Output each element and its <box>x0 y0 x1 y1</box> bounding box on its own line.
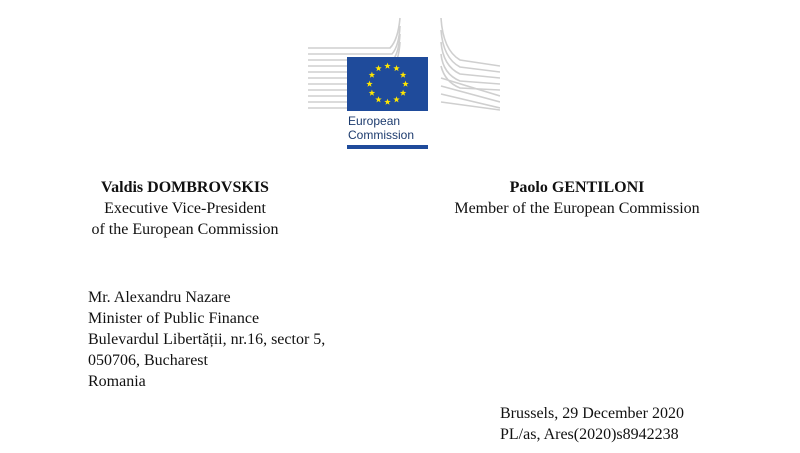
recipient-address <box>88 287 325 392</box>
date-reference-block <box>500 403 684 445</box>
recipient-line: 050706, Bucharest <box>88 352 208 369</box>
logo-text-european: European <box>348 114 401 128</box>
sender-left <box>85 177 285 240</box>
logo-bar <box>347 145 428 149</box>
sender-right-title: Member of the European Commission <box>454 200 700 217</box>
sender-left-title: Executive Vice-President <box>104 200 266 217</box>
sender-right-name: Paolo GENTILONI <box>509 179 645 196</box>
recipient-line: Mr. Alexandru Nazare <box>88 289 231 306</box>
sender-right <box>427 177 727 219</box>
recipient-line: Bulevardul Libertății, nr.16, sector 5, <box>88 331 326 348</box>
recipient-line: Minister of Public Finance <box>88 310 260 327</box>
sender-left-name: Valdis DOMBROVSKIS <box>101 179 269 196</box>
place-date: Brussels, 29 December 2020 <box>500 405 684 422</box>
logo-text-commission: Commission <box>348 128 415 142</box>
recipient-line: Romania <box>88 373 146 390</box>
sender-left-title-2: of the European Commission <box>91 221 279 238</box>
building-lines-right <box>441 18 500 110</box>
reference-number: PL/as, Ares(2020)s8942238 <box>500 426 679 443</box>
